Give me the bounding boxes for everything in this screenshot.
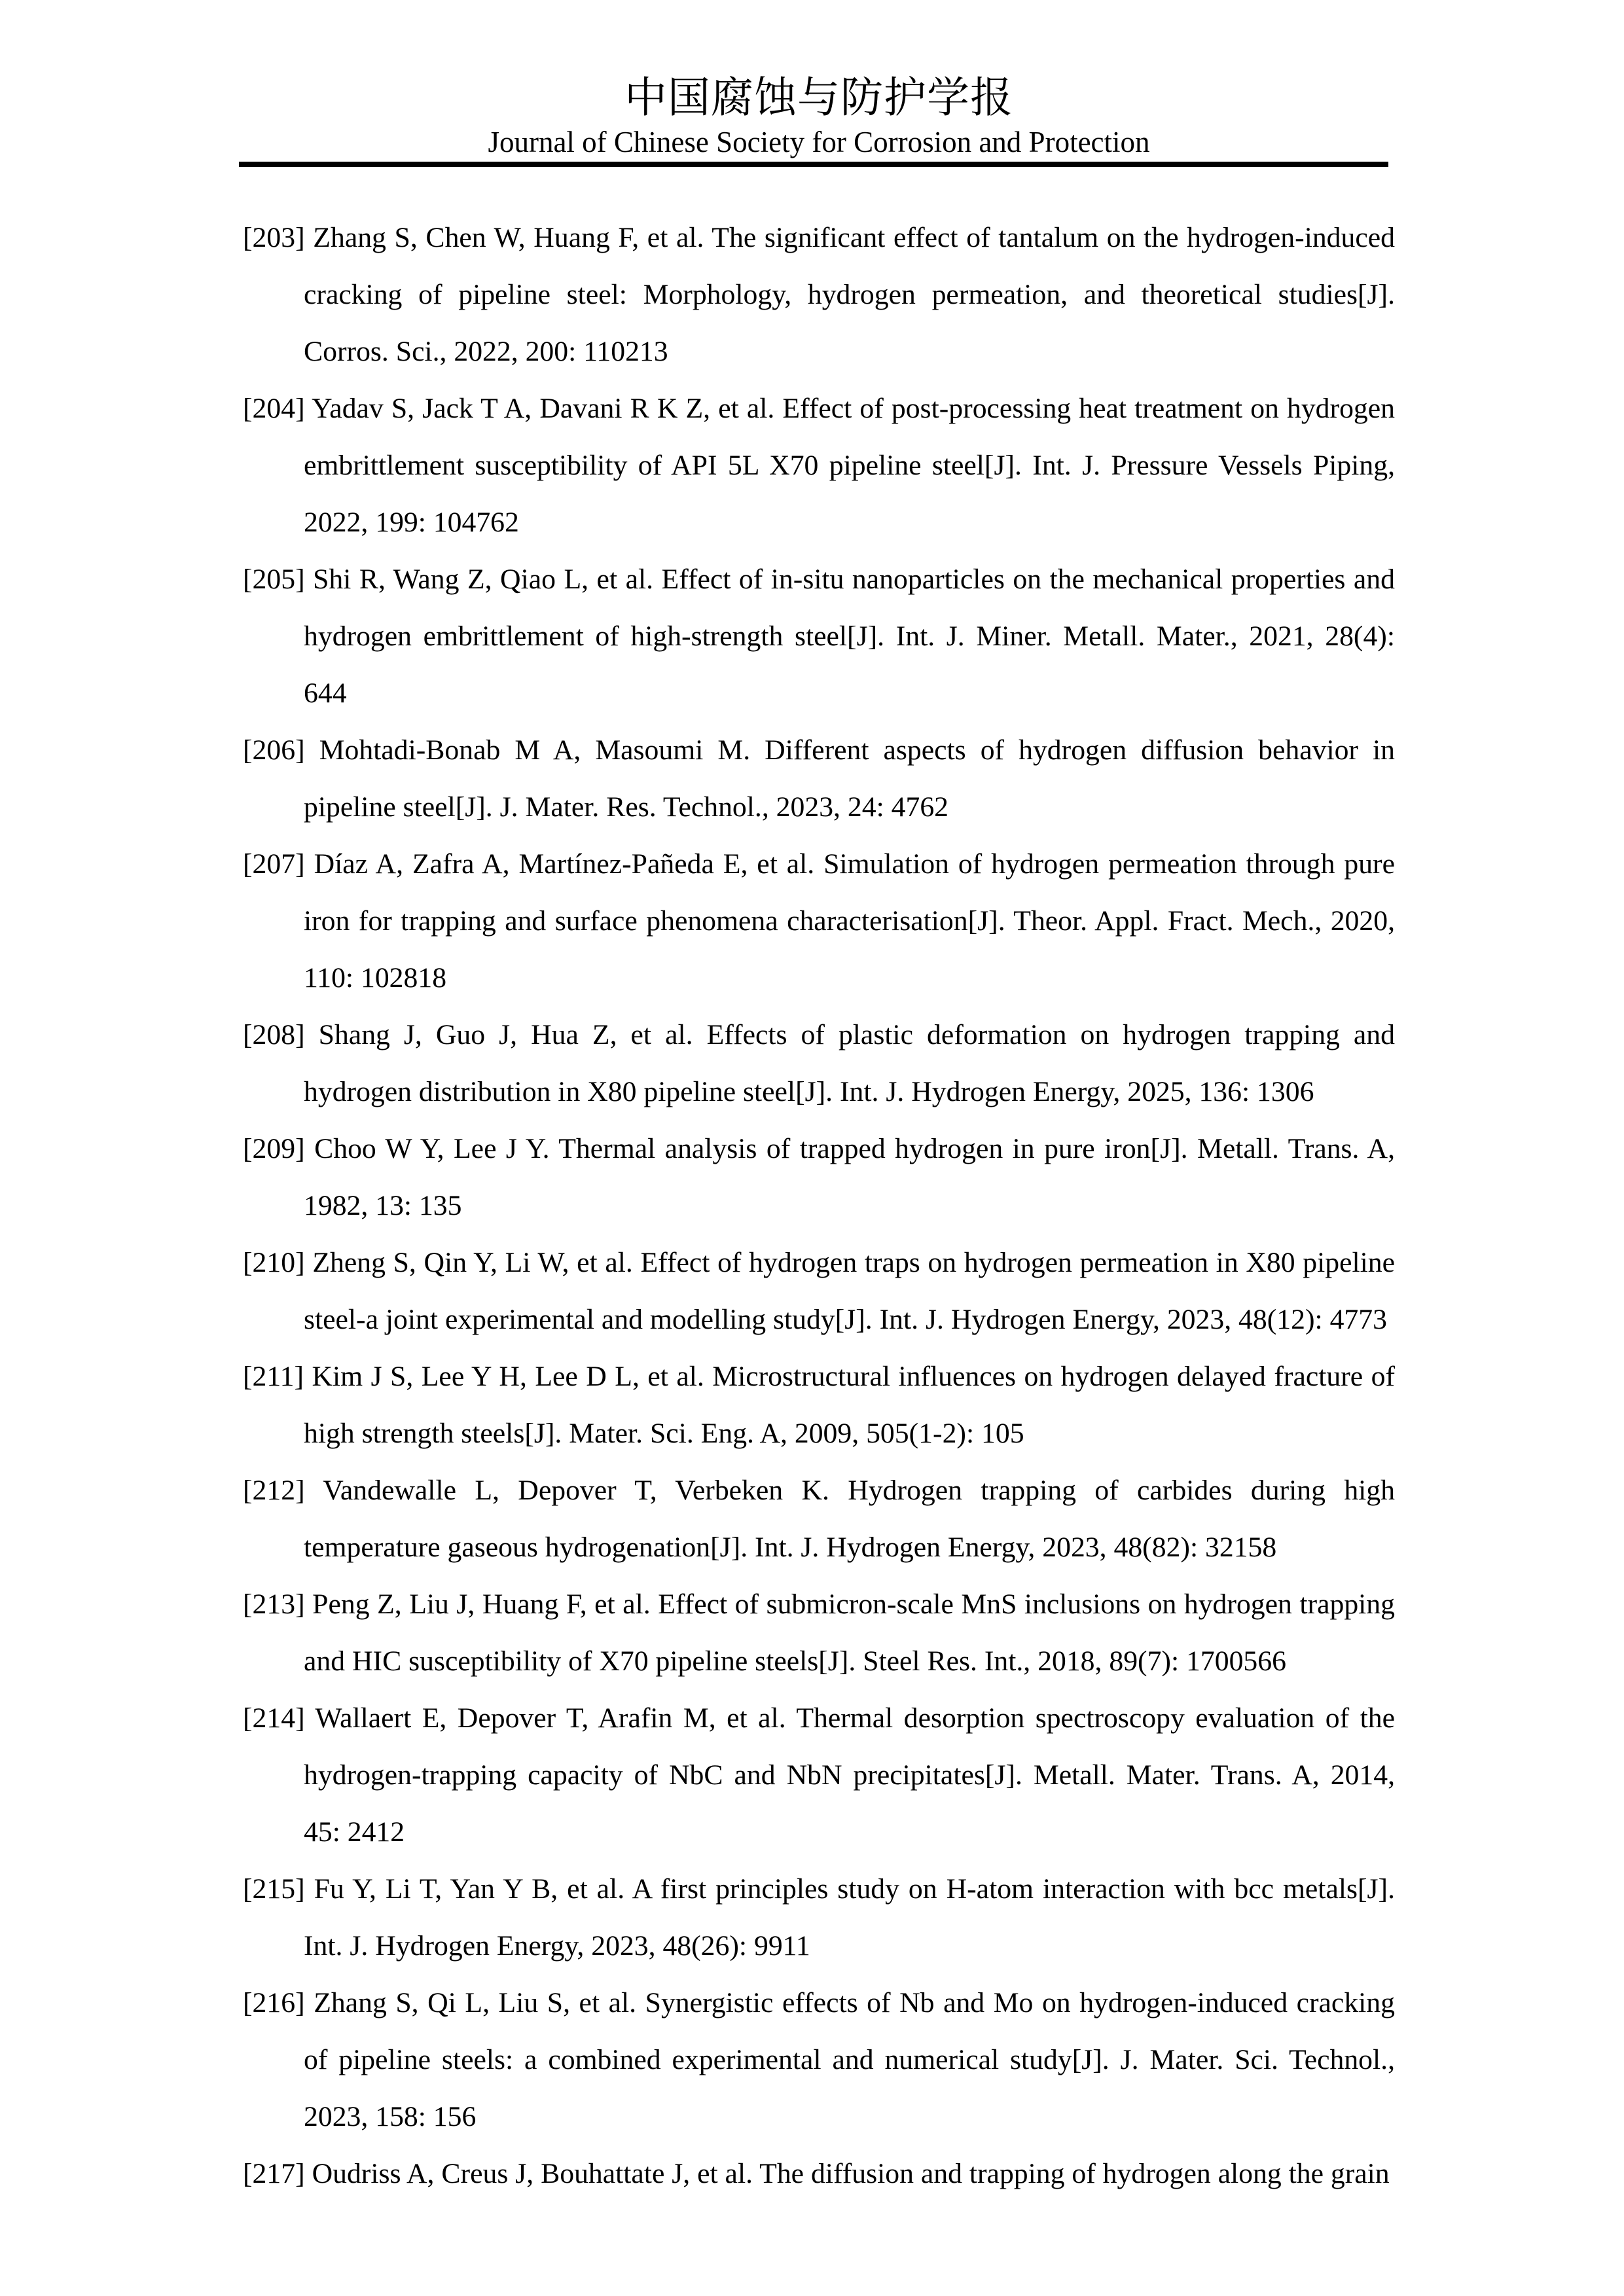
reference-item [243, 551, 1395, 722]
reference-number: [214] [243, 1702, 305, 1734]
reference-number: [208] [243, 1019, 305, 1050]
reference-item [243, 1690, 1395, 1861]
reference-item [243, 380, 1395, 551]
reference-text: Shang J, Guo J, Hua Z, et al. Effects of plastic deformation on hydrogen trapping and hydrogen distribution in X80 pipeline steel[J]. Int. J. Hydrogen Energy, 2025, 136: 1306 [304, 1019, 1395, 1107]
reference-text: Vandewalle L, Depover T, Verbeken K. Hydrogen trapping of carbides during high temperature gaseous hydrogenation[J]. Int. J. Hydrogen Energy, 2023, 48(82): 32158 [304, 1475, 1395, 1563]
reference-text: Choo W Y, Lee J Y. Thermal analysis of trapped hydrogen in pure iron[J]. Metall. Trans. A, 1982, 13: 135 [304, 1133, 1395, 1221]
journal-title-chinese: 中国腐蚀与防护学报 [624, 75, 1013, 122]
reference-item [243, 2145, 1395, 2202]
reference-number: [205] [243, 564, 305, 595]
reference-item [243, 1348, 1395, 1462]
reference-text: Yadav S, Jack T A, Davani R K Z, et al. Effect of post-processing heat treatment on hydrogen embrittlement susceptibility of API 5L X70 pipeline steel[J]. Int. J. Pressure Vessels Piping, 2022, 199: 104762 [304, 393, 1395, 538]
reference-number: [203] [243, 222, 305, 253]
reference-number: [204] [243, 393, 305, 424]
reference-item [243, 209, 1395, 380]
reference-text: Oudriss A, Creus J, Bouhattate J, et al. The diffusion and trapping of hydrogen along the grain [304, 2158, 1390, 2189]
reference-number: [211] [243, 1361, 304, 1392]
reference-number: [210] [243, 1247, 305, 1278]
reference-item [243, 1007, 1395, 1121]
reference-number: [213] [243, 1588, 305, 1620]
reference-number: [207] [243, 848, 305, 880]
journal-title-english: Journal of Chinese Society for Corrosion and Protection [488, 126, 1150, 158]
reference-text: Shi R, Wang Z, Qiao L, et al. Effect of in-situ nanoparticles on the mechanical properties and hydrogen embrittlement of high-strength steel[J]. Int. J. Miner. Metall. Mater., 2021, 28(4): 644 [304, 564, 1395, 709]
reference-text: Kim J S, Lee Y H, Lee D L, et al. Microstructural influences on hydrogen delayed fracture of high strength steels[J]. Mater. Sci. Eng. A, 2009, 505(1-2): 105 [304, 1361, 1395, 1449]
reference-number: [206] [243, 734, 305, 766]
header-rule [239, 162, 1388, 167]
reference-item [243, 1121, 1395, 1234]
reference-item [243, 722, 1395, 836]
reference-text: Zheng S, Qin Y, Li W, et al. Effect of hydrogen traps on hydrogen permeation in X80 pipeline steel-a joint experimental and modelling study[J]. Int. J. Hydrogen Energy, 2023, 48(12): 4773 [304, 1247, 1395, 1335]
reference-number: [215] [243, 1873, 305, 1905]
reference-text: Wallaert E, Depover T, Arafin M, et al. Thermal desorption spectroscopy evaluation of the hydrogen-trapping capacity of NbC and NbN precipitates[J]. Metall. Mater. Trans. A, 2014, 45: 2412 [304, 1702, 1395, 1848]
reference-item [243, 1576, 1395, 1690]
reference-item [243, 1234, 1395, 1348]
reference-number: [217] [243, 2158, 305, 2189]
reference-item [243, 836, 1395, 1007]
reference-item [243, 1861, 1395, 1975]
reference-text: Díaz A, Zafra A, Martínez-Pañeda E, et al. Simulation of hydrogen permeation through pure iron for trapping and surface phenomena characterisation[J]. Theor. Appl. Fract. Mech., 2020, 110: 102818 [304, 848, 1395, 994]
reference-list [243, 209, 1395, 2202]
reference-item [243, 1462, 1395, 1576]
reference-text: Mohtadi-Bonab M A, Masoumi M. Different aspects of hydrogen diffusion behavior in pipeline steel[J]. J. Mater. Res. Technol., 2023, 24: 4762 [304, 734, 1395, 823]
reference-text: Zhang S, Chen W, Huang F, et al. The significant effect of tantalum on the hydrogen-induced cracking of pipeline steel: Morphology, hydrogen permeation, and theoretical studies[J]. Corros. Sci., 2022, 200: 110213 [304, 222, 1395, 367]
reference-text: Fu Y, Li T, Yan Y B, et al. A first principles study on H-atom interaction with bcc metals[J]. Int. J. Hydrogen Energy, 2023, 48(26): 9911 [304, 1873, 1395, 1962]
reference-text: Zhang S, Qi L, Liu S, et al. Synergistic effects of Nb and Mo on hydrogen-induced cracking of pipeline steels: a combined experimental and numerical study[J]. J. Mater. Sci. Technol., 2023, 158: 156 [304, 1987, 1395, 2132]
reference-number: [216] [243, 1987, 305, 2018]
reference-item [243, 1975, 1395, 2145]
reference-number: [209] [243, 1133, 305, 1164]
reference-number: [212] [243, 1475, 305, 1506]
reference-text: Peng Z, Liu J, Huang F, et al. Effect of submicron-scale MnS inclusions on hydrogen trapping and HIC susceptibility of X70 pipeline steels[J]. Steel Res. Int., 2018, 89(7): 1700566 [304, 1588, 1395, 1677]
